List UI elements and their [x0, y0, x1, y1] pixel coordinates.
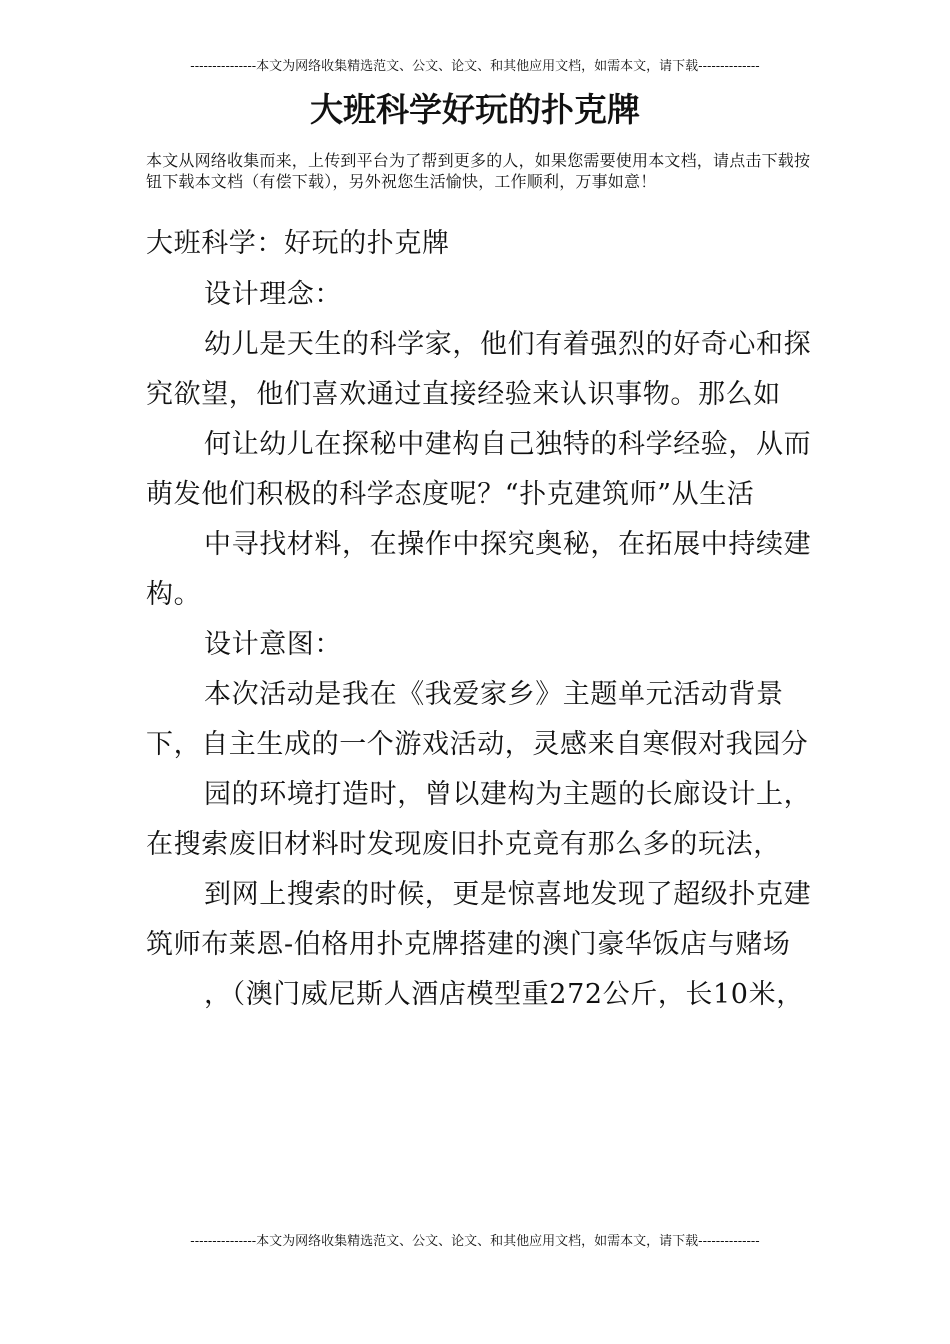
section-heading-design-intent: 设计意图：	[204, 629, 342, 660]
document-title: 大班科学好玩的扑克牌	[310, 90, 640, 129]
paragraph: 园的环境打造时，曾以建构为主题的长廊设计上，在搜索废旧材料时发现废旧扑克竟有那么多的玩法，	[146, 779, 812, 860]
intro-note: 本文从网络收集而来，上传到平台为了帮到更多的人，如果您需要使用本文档，请点击下载按钮下载本文档（有偿下载），另外祝您生活愉快，工作顺利，万事如意！	[146, 151, 811, 191]
paragraph: 到网上搜索的时候，更是惊喜地发现了超级扑克建筑师布莱恩-伯格用扑克牌搭建的澳门豪华饭店与赌场	[146, 879, 812, 960]
section-heading-design-concept: 设计理念：	[204, 279, 342, 310]
paragraph: 中寻找材料，在操作中探究奥秘，在拓展中持续建构。	[146, 529, 812, 610]
paragraph: 幼儿是天生的科学家，他们有着强烈的好奇心和探究欲望，他们喜欢通过直接经验来认识事物。那么如	[146, 329, 812, 410]
paragraph: 本次活动是我在《我爱家乡》主题单元活动背景下，自主生成的一个游戏活动，灵感来自寒假对我园分	[146, 679, 809, 760]
article-body	[146, 222, 814, 1020]
page-header: ---------------本文为网络收集精选范文、公文、论文、和其他应用文档，如需本文，请下载--------------	[190, 59, 760, 74]
paragraph: ，（澳门威尼斯人酒店模型重272公斤，长10米，	[204, 979, 804, 1010]
subtitle: 大班科学：好玩的扑克牌	[146, 228, 450, 259]
paragraph: 何让幼儿在探秘中建构自己独特的科学经验，从而萌发他们积极的科学态度呢？“扑克建筑师”从生活	[146, 429, 812, 510]
page-footer: ---------------本文为网络收集精选范文、公文、论文、和其他应用文档，如需本文，请下载--------------	[190, 1234, 760, 1249]
